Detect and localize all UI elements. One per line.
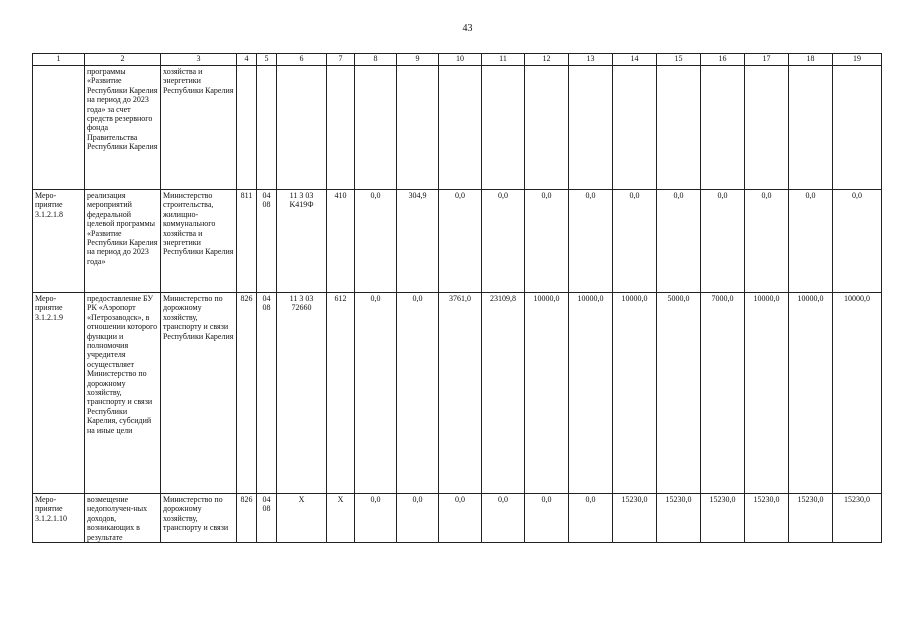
- event-description-cell: реализация мероприятий федеральной целевой программы «Развитие Республики Карелия на период до 2023 года»: [85, 190, 161, 293]
- amount-cell-col9: 0,0: [397, 494, 439, 543]
- amount-cell-col19: [833, 66, 882, 190]
- header-cell-18: 18: [789, 54, 833, 66]
- grbs-code-cell: 826: [237, 293, 257, 494]
- responsible-agency-cell: Министерство строительства, жилищно-коммунального хозяйства и энергетики Республики Карелия: [161, 190, 237, 293]
- event-code-cell: [33, 66, 85, 190]
- target-article-cell: 11 3 03 K419Ф: [277, 190, 327, 293]
- table-row: [33, 293, 882, 494]
- amount-cell-col16: [701, 66, 745, 190]
- section-code-cell: 04 08: [257, 190, 277, 293]
- header-cell-16: 16: [701, 54, 745, 66]
- amount-cell-col18: [789, 66, 833, 190]
- header-cell-1: 1: [33, 54, 85, 66]
- amount-cell-col19: 0,0: [833, 190, 882, 293]
- header-cell-7: 7: [327, 54, 355, 66]
- table-row: [33, 66, 882, 190]
- amount-cell-col15: 5000,0: [657, 293, 701, 494]
- header-cell-11: 11: [482, 54, 525, 66]
- header-cell-8: 8: [355, 54, 397, 66]
- target-article-cell: [277, 66, 327, 190]
- amount-cell-col12: 0,0: [525, 494, 569, 543]
- amount-cell-col12: 10000,0: [525, 293, 569, 494]
- header-cell-13: 13: [569, 54, 613, 66]
- amount-cell-col14: 0,0: [613, 190, 657, 293]
- amount-cell-col19: 10000,0: [833, 293, 882, 494]
- amount-cell-col11: 23109,8: [482, 293, 525, 494]
- amount-cell-col8: [355, 66, 397, 190]
- header-cell-10: 10: [439, 54, 482, 66]
- amount-cell-col15: 0,0: [657, 190, 701, 293]
- amount-cell-col10: 0,0: [439, 190, 482, 293]
- amount-cell-col11: 0,0: [482, 190, 525, 293]
- header-row: [33, 54, 882, 66]
- header-cell-14: 14: [613, 54, 657, 66]
- expense-type-cell: Х: [327, 494, 355, 543]
- target-article-cell: Х: [277, 494, 327, 543]
- grbs-code-cell: 826: [237, 494, 257, 543]
- header-cell-5: 5: [257, 54, 277, 66]
- event-code-cell: Меро-приятие 3.1.2.1.8: [33, 190, 85, 293]
- amount-cell-col10: [439, 66, 482, 190]
- amount-cell-col14: [613, 66, 657, 190]
- amount-cell-col11: [482, 66, 525, 190]
- amount-cell-col15: 15230,0: [657, 494, 701, 543]
- amount-cell-col17: [745, 66, 789, 190]
- section-code-cell: 04 08: [257, 293, 277, 494]
- target-article-cell: 11 3 03 72660: [277, 293, 327, 494]
- header-cell-19: 19: [833, 54, 882, 66]
- expense-type-cell: [327, 66, 355, 190]
- expense-type-cell: 612: [327, 293, 355, 494]
- amount-cell-col9: 0,0: [397, 293, 439, 494]
- amount-cell-col8: 0,0: [355, 494, 397, 543]
- header-cell-9: 9: [397, 54, 439, 66]
- amount-cell-col16: 15230,0: [701, 494, 745, 543]
- amount-cell-col13: [569, 66, 613, 190]
- section-code-cell: 04 08: [257, 494, 277, 543]
- amount-cell-col16: 7000,0: [701, 293, 745, 494]
- responsible-agency-cell: хозяйства и энергетики Республики Карелия: [161, 66, 237, 190]
- header-cell-4: 4: [237, 54, 257, 66]
- amount-cell-col9: 304,9: [397, 190, 439, 293]
- amount-cell-col17: 15230,0: [745, 494, 789, 543]
- amount-cell-col8: 0,0: [355, 190, 397, 293]
- header-cell-15: 15: [657, 54, 701, 66]
- amount-cell-col10: 0,0: [439, 494, 482, 543]
- amount-cell-col19: 15230,0: [833, 494, 882, 543]
- amount-cell-col18: 10000,0: [789, 293, 833, 494]
- event-description-cell: предоставление БУ РК «Аэропорт «Петрозаводск», в отношении которого функции и полномочия учредителя осуществляет Министерство по дорожному хозяйству, транспорту и связи Республики Карелия, субсидий на иные цели: [85, 293, 161, 494]
- amount-cell-col16: 0,0: [701, 190, 745, 293]
- table-row: [33, 494, 882, 543]
- event-description-cell: возмещение недополучен-ных доходов, возникающих в результате: [85, 494, 161, 543]
- table-row: [33, 190, 882, 293]
- amount-cell-col14: 15230,0: [613, 494, 657, 543]
- amount-cell-col15: [657, 66, 701, 190]
- amount-cell-col14: 10000,0: [613, 293, 657, 494]
- amount-cell-col17: 10000,0: [745, 293, 789, 494]
- event-code-cell: Меро-приятие 3.1.2.1.9: [33, 293, 85, 494]
- page-number: 43: [462, 23, 473, 34]
- amount-cell-col13: 0,0: [569, 494, 613, 543]
- header-cell-6: 6: [277, 54, 327, 66]
- amount-cell-col12: 0,0: [525, 190, 569, 293]
- expense-type-cell: 410: [327, 190, 355, 293]
- grbs-code-cell: [237, 66, 257, 190]
- amount-cell-col18: 0,0: [789, 190, 833, 293]
- amount-cell-col18: 15230,0: [789, 494, 833, 543]
- event-code-cell: Меро-приятие 3.1.2.1.10: [33, 494, 85, 543]
- budget-table: [32, 53, 882, 543]
- amount-cell-col9: [397, 66, 439, 190]
- responsible-agency-cell: Министерство по дорожному хозяйству, транспорту и связи: [161, 494, 237, 543]
- header-cell-2: 2: [85, 54, 161, 66]
- amount-cell-col13: 0,0: [569, 190, 613, 293]
- event-description-cell: программы «Развитие Республики Карелия на период до 2023 года» за счет средств резервного фонда Правительства Республики Карелия: [85, 66, 161, 190]
- grbs-code-cell: 811: [237, 190, 257, 293]
- responsible-agency-cell: Министерство по дорожному хозяйству, транспорту и связи Республики Карелия: [161, 293, 237, 494]
- amount-cell-col13: 10000,0: [569, 293, 613, 494]
- amount-cell-col11: 0,0: [482, 494, 525, 543]
- section-code-cell: [257, 66, 277, 190]
- header-cell-3: 3: [161, 54, 237, 66]
- amount-cell-col12: [525, 66, 569, 190]
- amount-cell-col8: 0,0: [355, 293, 397, 494]
- amount-cell-col10: 3761,0: [439, 293, 482, 494]
- amount-cell-col17: 0,0: [745, 190, 789, 293]
- header-cell-12: 12: [525, 54, 569, 66]
- header-cell-17: 17: [745, 54, 789, 66]
